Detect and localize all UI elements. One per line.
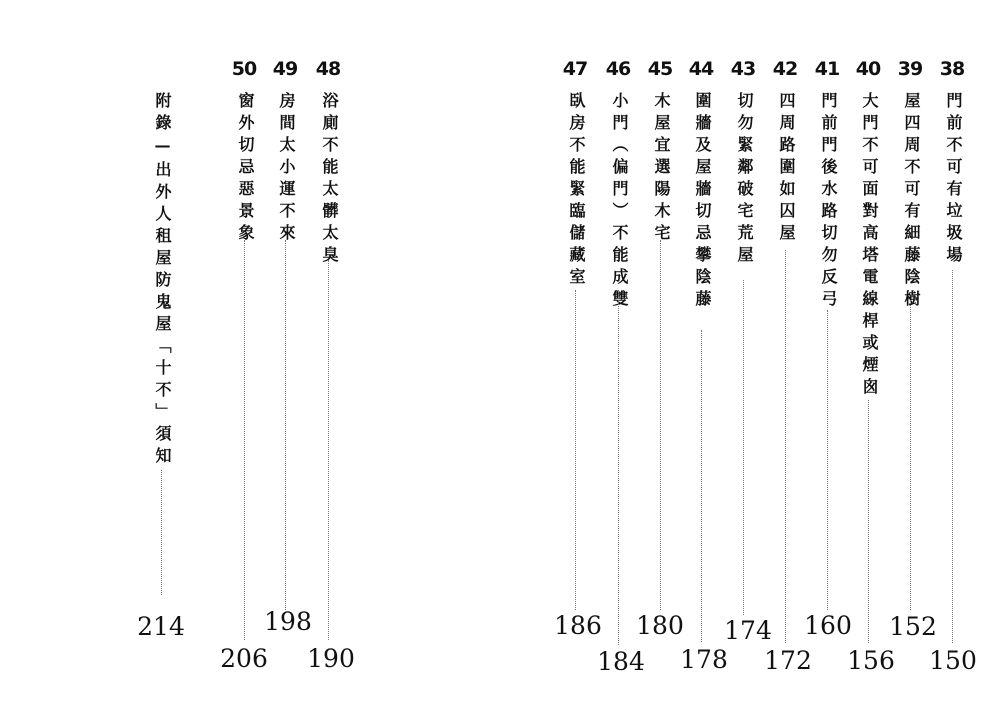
toc-entry-page: 172: [764, 646, 812, 675]
dotted-leader: [743, 280, 744, 615]
toc-entry-number: 47: [562, 58, 588, 80]
dotted-leader: [285, 240, 286, 610]
toc-entry-title: 臥房不能緊臨儲藏室: [567, 92, 586, 290]
toc-entry-number: 43: [730, 58, 756, 80]
toc-entry-page: 178: [680, 645, 728, 674]
toc-entry-42[interactable]: [764, 0, 812, 716]
dotted-leader: [618, 290, 619, 645]
toc-entry-page: 160: [804, 611, 852, 640]
toc-entry-title: 屋四周不可有細藤陰樹: [902, 92, 921, 312]
toc-entry-39[interactable]: [889, 0, 937, 716]
toc-entry-page: 186: [554, 611, 602, 640]
toc-entry-page: 198: [264, 607, 312, 636]
toc-entry-page: 180: [636, 611, 684, 640]
toc-entry-40[interactable]: [847, 0, 895, 716]
toc-entry-41[interactable]: [804, 0, 852, 716]
toc-entry-number: 39: [897, 58, 923, 80]
toc-entry-38[interactable]: [929, 0, 977, 716]
toc-entry-title: 切勿緊鄰破宅荒屋: [735, 92, 754, 268]
toc-entry-47[interactable]: [554, 0, 602, 716]
toc-entry-appendix[interactable]: [137, 0, 185, 716]
toc-entry-title: 圍牆及屋牆切忌攀陰藤: [693, 92, 712, 312]
toc-entry-44[interactable]: [680, 0, 728, 716]
toc-entry-title: 房間太小運不來: [277, 92, 296, 246]
toc-entry-title: 大門不可面對高塔電線桿或煙囪: [860, 92, 879, 400]
toc-entry-43[interactable]: [724, 0, 772, 716]
toc-entry-45[interactable]: [636, 0, 684, 716]
toc-entry-number: 46: [605, 58, 631, 80]
toc-entry-number: 49: [272, 58, 298, 80]
toc-entry-page: 190: [307, 644, 355, 673]
toc-entry-number: 40: [855, 58, 881, 80]
toc-entry-number: 42: [772, 58, 798, 80]
toc-entry-title: 小門（偏門）不能成雙: [610, 92, 629, 312]
toc-entry-title: 窗外切忌惡景象: [236, 92, 255, 246]
toc-entry-page: 174: [724, 616, 772, 645]
toc-entry-number: 41: [814, 58, 840, 80]
dotted-leader: [910, 300, 911, 610]
toc-entry-number: 45: [647, 58, 673, 80]
dotted-leader: [952, 270, 953, 643]
toc-entry-page: 184: [597, 647, 645, 676]
dotted-leader: [701, 330, 702, 642]
dotted-leader: [868, 400, 869, 643]
toc-entry-title: 門前門後水路切勿反弓: [819, 92, 838, 312]
toc-entry-number: 48: [315, 58, 341, 80]
toc-entry-number: 50: [231, 58, 257, 80]
toc-entry-46[interactable]: [597, 0, 645, 716]
toc-entry-50[interactable]: [220, 0, 268, 716]
toc-entry-number: 38: [939, 58, 965, 80]
dotted-leader: [161, 470, 162, 595]
dotted-leader: [785, 250, 786, 643]
dotted-leader: [575, 290, 576, 610]
toc-entry-page: 152: [889, 612, 937, 641]
dotted-leader: [660, 240, 661, 610]
toc-entry-title: 木屋宜選陽木宅: [652, 92, 671, 246]
toc-entry-number: 44: [688, 58, 714, 80]
toc-entry-page: 156: [847, 646, 895, 675]
toc-entry-title: 門前不可有垃圾場: [944, 92, 963, 268]
dotted-leader: [827, 310, 828, 610]
toc-entry-title: 浴廁不能太髒太臭: [320, 92, 339, 268]
toc-entry-page: 214: [137, 612, 185, 641]
toc-entry-title: 四周路圍如囚屋: [777, 92, 796, 246]
toc-entry-48[interactable]: [307, 0, 355, 716]
toc-entry-title: 附錄—出外人租屋防鬼屋「十不」須知: [153, 92, 172, 469]
toc-entry-page: 206: [220, 644, 268, 673]
dotted-leader: [328, 260, 329, 640]
toc-entry-page: 150: [929, 646, 977, 675]
dotted-leader: [244, 240, 245, 640]
toc-entry-49[interactable]: [264, 0, 312, 716]
